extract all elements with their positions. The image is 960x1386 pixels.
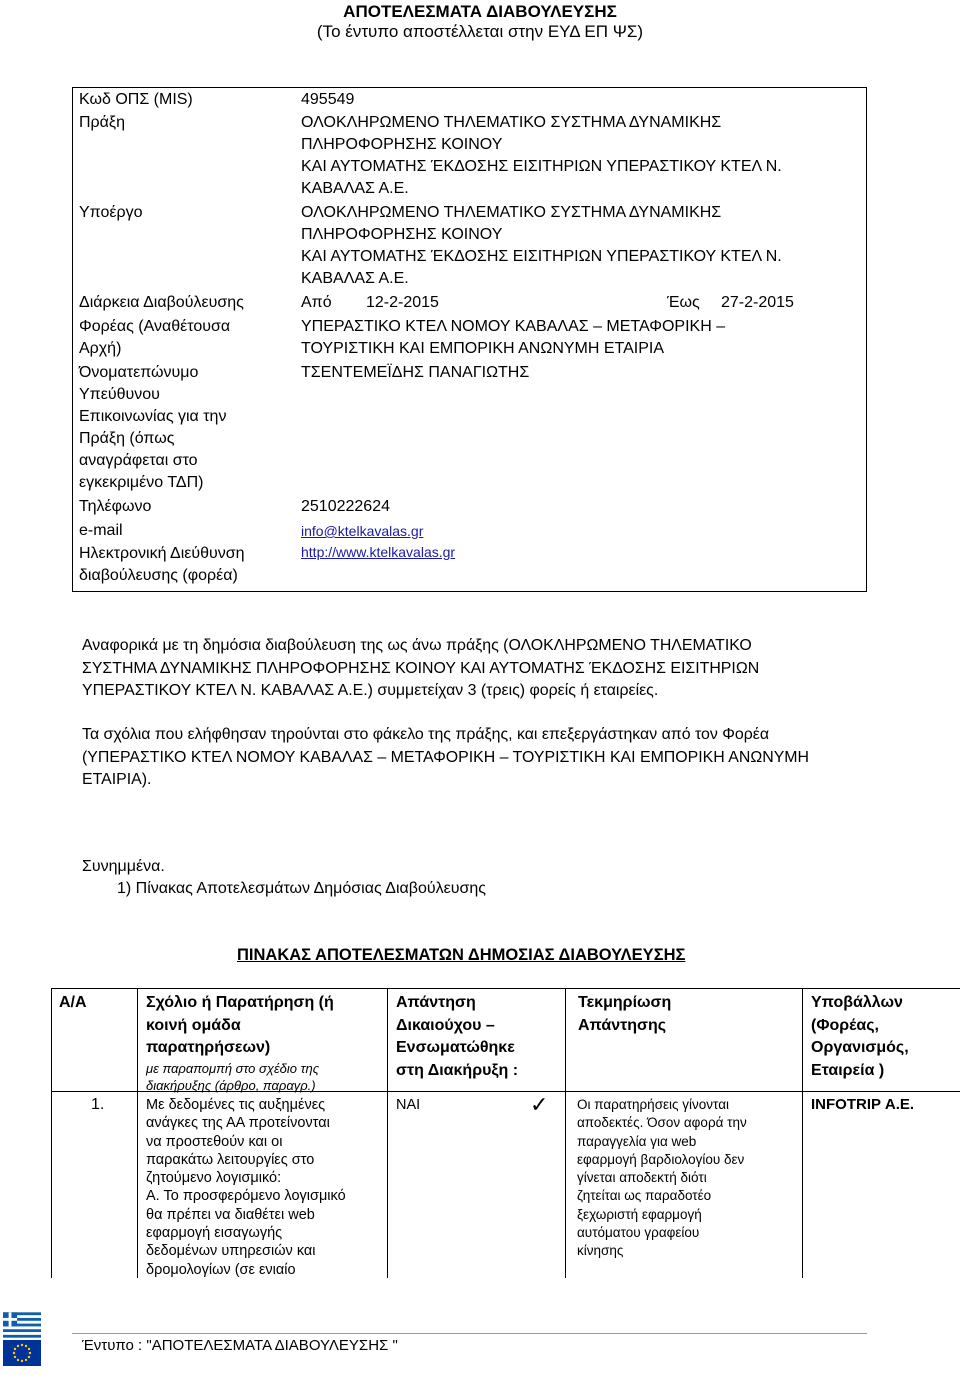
email-link[interactable]: info@ktelkavalas.gr — [301, 523, 424, 539]
praxi-label: Πράξη — [79, 114, 125, 131]
to-label: Έως — [667, 294, 700, 311]
row-submitter: INFOTRIP Α.Ε. — [811, 1096, 915, 1113]
header-answer: Απάντηση Δικαιούχου – Ενσωματώθηκε στη Διακήρυξη : — [396, 994, 519, 1079]
results-table — [51, 988, 960, 1278]
row-answer: ΝΑΙ — [396, 1097, 421, 1113]
greek-flag-icon — [3, 1312, 41, 1338]
header-aa: Α/Α — [59, 994, 87, 1011]
participation-paragraph: Αναφορικά με τη δημόσια διαβούλευση της ως άνω πράξης (ΟΛΟΚΛΗΡΩΜΕΝΟ ΤΗΛΕΜΑΤΙΚΟ ΣΥΣΤΗΜΑ ΔΥΝΑΜΙΚΗΣ ΠΛΗΡΟΦΟΡΗΣΗΣ ΚΟΙΝΟΥ ΚΑΙ ΑΥΤΟΜΑΤΗΣ ΈΚΔΟΣΗΣ ΕΙΣΙΤΗΡΙΩΝ ΥΠΕΡΑΣΤΙΚΟΥ ΚΤΕΛ Ν. ΚΑΒΑΛΑΣ Α.Ε.) συμμετείχαν 3 (τρεις) φορείς ή εταιρείες. — [82, 637, 760, 699]
mis-value: 495549 — [301, 91, 355, 108]
web-label: Ηλεκτρονική Διεύθυνση διαβούλευσης (φορέα) — [79, 545, 245, 584]
email-label: e-mail — [79, 522, 123, 539]
mis-label: Κωδ ΟΠΣ (MIS) — [79, 91, 193, 108]
row-aa: 1. — [91, 1096, 105, 1113]
header-submitter: Υποβάλλων (Φορέας, Οργανισμός, Εταιρεία ) — [811, 994, 909, 1079]
phone-label: Τηλέφωνο — [79, 498, 152, 515]
ypoergo-label: Υποέργο — [79, 204, 143, 221]
foreas-label: Φορέας (Αναθέτουσα Αρχή) — [79, 318, 231, 357]
row-justification: Οι παρατηρήσεις γίνονται αποδεκτές. Όσον αφορά την παραγγελία για web εφαρμογή βαρδιολογίου δεν γίνεται αποδεκτή διότι ζητείται ως παραδοτέο ξεχωριστή εφαρμογή αυτόματου γραφείου κίνησης — [577, 1097, 747, 1259]
to-date: 27-2-2015 — [721, 294, 794, 311]
from-date: 12-2-2015 — [366, 294, 439, 311]
foreas-value: ΥΠΕΡΑΣΤΙΚΟ ΚΤΕΛ ΝΟΜΟΥ ΚΑΒΑΛΑΣ – ΜΕΤΑΦΟΡΙΚΗ – ΤΟΥΡΙΣΤΙΚΗ ΚΑΙ ΕΜΠΟΡΙΚΗ ΑΝΩΝΥΜΗ ΕΤΑΙΡΙΑ — [301, 318, 726, 357]
attachment-item-1: 1) Πίνακας Αποτελεσμάτων Δημόσιας Διαβούλευσης — [117, 880, 486, 897]
document-subtitle: (Το έντυπο αποστέλλεται στην ΕΥΔ ΕΠ ΨΣ) — [316, 22, 644, 41]
project-info-table — [72, 87, 867, 592]
ypoergo-value: ΟΛΟΚΛΗΡΩΜΕΝΟ ΤΗΛΕΜΑΤΙΚΟ ΣΥΣΤΗΜΑ ΔΥΝΑΜΙΚΗΣ ΠΛΗΡΟΦΟΡΗΣΗΣ ΚΟΙΝΟΥ ΚΑΙ ΑΥΤΟΜΑΤΗΣ ΈΚΔΟΣΗΣ ΕΙΣΙΤΗΡΙΩΝ ΥΠΕΡΑΣΤΙΚΟΥ ΚΤΕΛ Ν. ΚΑΒΑΛΑΣ Α.Ε. — [301, 204, 782, 287]
row-comment: Με δεδομένες τις αυξημένες ανάγκες της ΑΑ προτείνονται να προστεθούν και οι παρακάτω λειτουργίες στο ζητούμενο λογισμικό: Α. Το προσφερόμενο λογισμικό θα πρέπει να διαθέτει web εφαρμογή εισαγωγής δεδομένων υπηρεσιών και δρομολογίων (σε ενιαίο — [146, 1097, 346, 1278]
results-table-title: ΠΙΝΑΚΑΣ ΑΠΟΤΕΛΕΣΜΑΤΩΝ ΔΗΜΟΣΙΑΣ ΔΙΑΒΟΥΛΕΥΣΗΣ — [237, 946, 686, 964]
document-title: ΑΠΟΤΕΛΕΣΜΑΤΑ ΔΙΑΒΟΥΛΕΥΣΗΣ — [343, 2, 617, 21]
contact-label: Όνοματεπώνυμο Υπεύθυνου Επικοινωνίας για την Πράξη (όπως αναγράφεται στο εγκεκριμένο ΤΔΠ) — [79, 364, 227, 491]
web-link[interactable]: http://www.ktelkavalas.gr — [301, 544, 456, 560]
footer-form-text: Έντυπο : "ΑΠΟΤΕΛΕΣΜΑΤΑ ΔΙΑΒΟΥΛΕΥΣΗΣ " — [82, 1337, 398, 1354]
phone-value: 2510222624 — [301, 498, 390, 515]
from-label: Από — [301, 294, 332, 311]
duration-label: Διάρκεια Διαβούλευσης — [79, 294, 244, 311]
contact-value: ΤΣΕΝΤΕΜΕΪΔΗΣ ΠΑΝΑΓΙΩΤΗΣ — [301, 364, 530, 381]
footer-divider — [72, 1333, 867, 1334]
header-justification: Τεκμηρίωση Απάντησης — [578, 994, 672, 1034]
checkmark-icon: ✓ — [530, 1092, 549, 1117]
eu-flag-icon — [3, 1340, 41, 1366]
header-comment: Σχόλιο ή Παρατήρηση (ή κοινή ομάδα παρατηρήσεων) με παραπομπή στο σχέδιο της διακήρυξης (άρθρο, παραγρ.) — [146, 994, 334, 1093]
praxi-value: ΟΛΟΚΛΗΡΩΜΕΝΟ ΤΗΛΕΜΑΤΙΚΟ ΣΥΣΤΗΜΑ ΔΥΝΑΜΙΚΗΣ ΠΛΗΡΟΦΟΡΗΣΗΣ ΚΟΙΝΟΥ ΚΑΙ ΑΥΤΟΜΑΤΗΣ ΈΚΔΟΣΗΣ ΕΙΣΙΤΗΡΙΩΝ ΥΠΕΡΑΣΤΙΚΟΥ ΚΤΕΛ Ν. ΚΑΒΑΛΑΣ Α.Ε. — [301, 114, 782, 197]
comments-paragraph: Τα σχόλια που ελήφθησαν τηρούνται στο φάκελο της πράξης, και επεξεργάστηκαν από τον Φορέα (ΥΠΕΡΑΣΤΙΚΟ ΚΤΕΛ ΝΟΜΟΥ ΚΑΒΑΛΑΣ – ΜΕΤΑΦΟΡΙΚΗ – ΤΟΥΡΙΣΤΙΚΗ ΚΑΙ ΕΜΠΟΡΙΚΗ ΑΝΩΝΥΜΗ ΕΤΑΙΡΙΑ). — [82, 726, 810, 788]
attachments-label: Συνημμένα. — [82, 858, 165, 875]
